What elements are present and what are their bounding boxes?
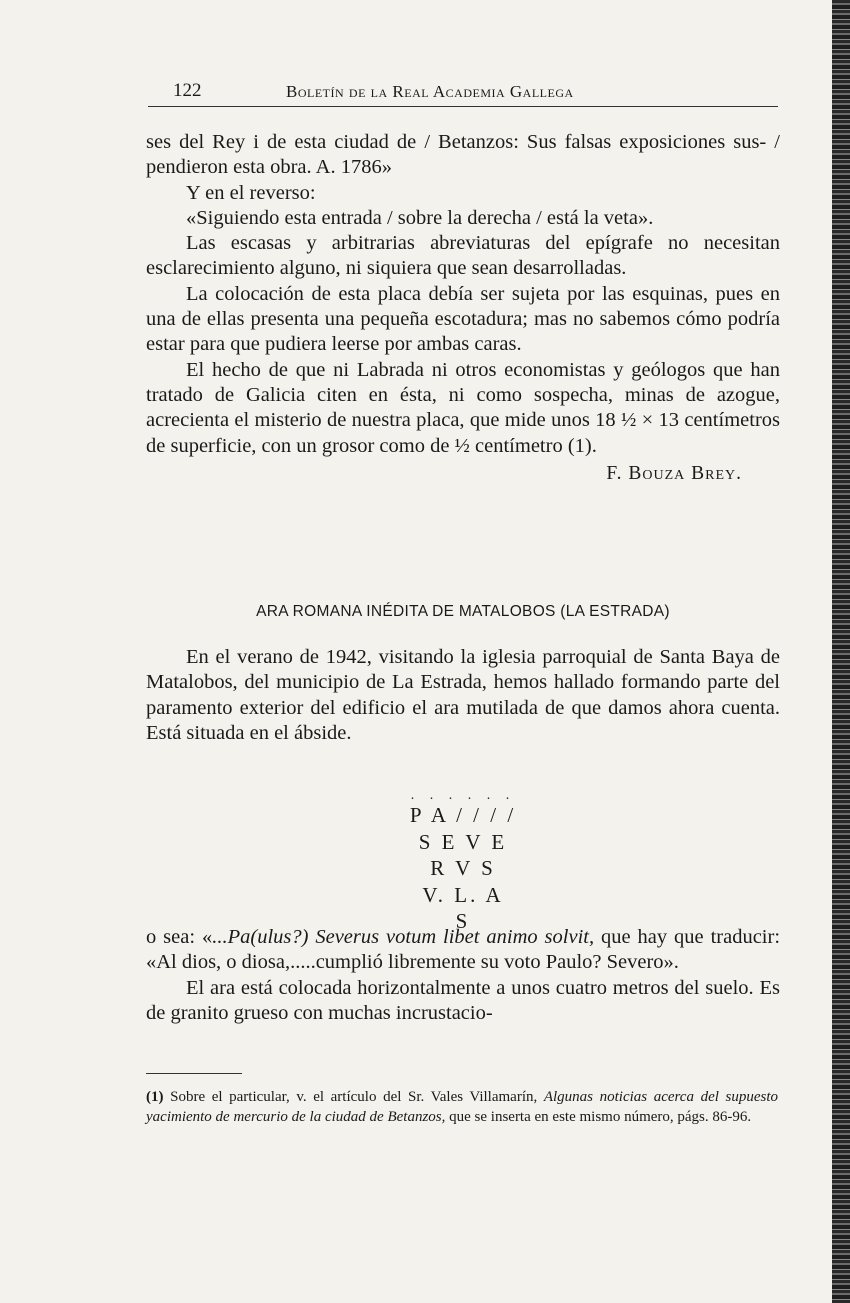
page-number: 122 [173,80,202,101]
paragraph: «Siguiendo esta entrada / sobre la derecha / está la veta». [186,206,654,229]
text-run: que hay que traducir: «Al dios, o diosa,.....cumplió libremente su voto Paulo? Severo». [146,926,781,974]
paragraph: ses del Rey i de esta ciudad de / Betanzos: Sus falsas exposiciones sus- / pendieron esta obra. A. 1786» [146,131,780,179]
footnote [146,1087,778,1127]
inscription-line: S [455,909,471,933]
footnote-rule [146,1073,242,1074]
text-run: o sea: « [146,926,213,948]
author-signature: F. Bouza Brey. [606,462,742,484]
paragraph: Y en el reverso: [186,181,316,204]
inscription-line: V. L. A [422,882,504,907]
inscription-line: P A / / / / [409,803,517,827]
header-rule [148,106,778,107]
paragraph: El ara está colocada horizontalmente a unos cuatro metros del suelo. Es de granito grueso con muchas incrustacio- [146,976,780,1024]
footnote-text: Sobre el particular, v. el artículo del Sr. Vales Villamarín, [163,1089,544,1105]
footnote-article-title: Algunas noticias acerca del supuesto yacimiento de mercurio de la ciudad de Betanzos, [146,1089,778,1125]
inscription-line: R V S [430,856,496,880]
running-header [148,78,778,108]
paragraph [146,925,780,976]
inscription [146,790,780,935]
paragraph: El hecho de que ni Labrada ni otros economistas y geólogos que han tratado de Galicia citen en ésta, ni como sospecha, minas de azogue, acrecienta el misterio de nuestra placa, que mide unos 18 ½ × 13 centímetros de superficie, con un grosor como de ½ centímetro (1). [146,358,780,457]
paragraph: Las escasas y arbitrarias abreviaturas del epígrafe no necesitan esclarecimiento alguno, ni siquiera que sean desarrolladas. [146,232,780,280]
inscription-dots: . . . . . . [410,788,516,803]
article-continuation [146,130,780,485]
paragraph: La colocación de esta placa debía ser sujeta por las esquinas, pues en una de ellas presenta una pequeña escotadura; mas no sabemos cómo podría estar para que pudiera leerse por ambas caras. [146,282,780,356]
article-intro [146,645,780,746]
page-edge [832,0,850,1303]
footnote-number: (1) [146,1089,164,1105]
article-body [146,925,780,1026]
inscription-line: S E V E [418,829,508,854]
paragraph: En el verano de 1942, visitando la iglesia parroquial de Santa Baya de Matalobos, del municipio de La Estrada, hemos hallado formando parte del paramento exterior del edificio el ara mutilada de que damos ahora cuenta. Está situada en el ábside. [146,646,780,744]
journal-title: Boletín de la Real Academia Gallega [286,82,574,101]
footnote-text: que se inserta en este mismo número, págs. 86-96. [445,1109,752,1125]
section-title: ARA ROMANA INÉDITA DE MATALOBOS (LA ESTRADA) [256,603,670,620]
latin-reading: ...Pa(ulus?) Severus votum libet animo solvit, [212,926,595,948]
